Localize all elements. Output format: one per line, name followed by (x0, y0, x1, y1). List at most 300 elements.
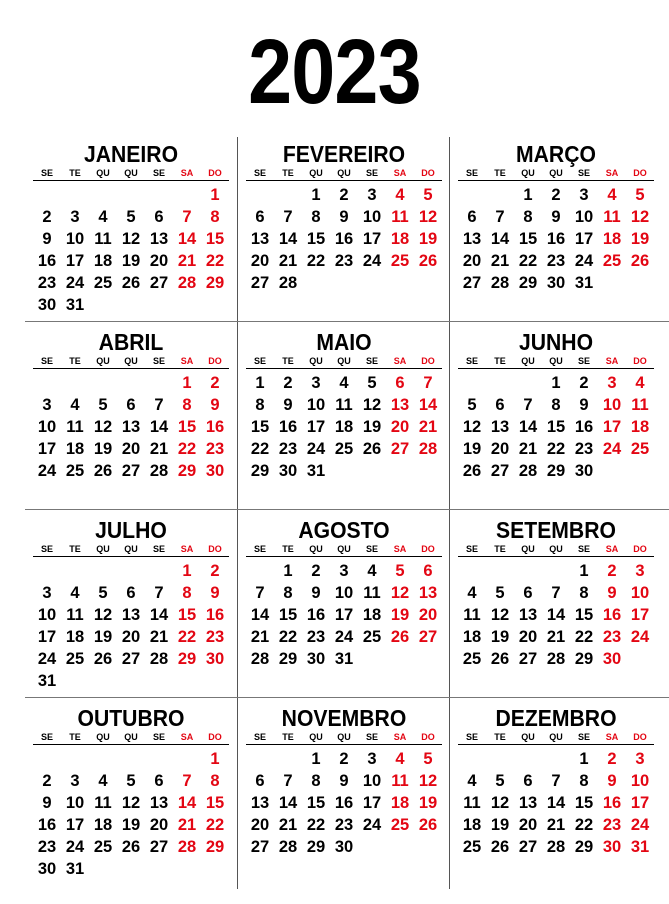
day-number: 15 (205, 794, 225, 812)
day-number: 30 (205, 462, 225, 480)
month-name: JULHO (95, 517, 167, 543)
empty-cell (246, 184, 274, 206)
empty-cell (542, 560, 570, 582)
day-number: 9 (210, 584, 220, 602)
day-number: 9 (339, 772, 349, 790)
day-number: 1 (311, 750, 321, 768)
weekday-header (33, 731, 229, 745)
weekday-label: SE (365, 732, 378, 742)
day-number: 13 (121, 606, 141, 624)
day-number: 13 (390, 396, 410, 414)
day-number: 2 (283, 374, 293, 392)
day-number: 13 (518, 794, 538, 812)
day-number: 3 (367, 186, 377, 204)
weekday-header (33, 167, 229, 181)
day-number: 11 (66, 418, 84, 436)
day-number: 16 (334, 230, 354, 248)
day-number: 10 (65, 230, 85, 248)
day-number: 14 (490, 230, 510, 248)
day-number: 29 (546, 462, 566, 480)
empty-cell (61, 372, 89, 394)
weekday-header (33, 543, 229, 557)
month-agosto (238, 513, 450, 701)
day-number: 29 (177, 462, 197, 480)
day-number: 26 (490, 650, 510, 668)
day-number: 27 (149, 838, 169, 856)
day-number: 14 (546, 794, 566, 812)
empty-cell (117, 560, 145, 582)
day-number: 14 (250, 606, 270, 624)
weekday-label: QU (337, 356, 351, 366)
day-grid (246, 184, 442, 294)
day-number: 23 (602, 816, 622, 834)
empty-cell (274, 184, 302, 206)
day-number: 10 (334, 584, 354, 602)
day-number: 20 (390, 418, 410, 436)
day-number: 4 (98, 208, 108, 226)
empty-cell (514, 372, 542, 394)
weekday-label: SE (253, 544, 266, 554)
day-number: 28 (278, 274, 298, 292)
day-number: 10 (574, 208, 594, 226)
weekday-label: SE (152, 732, 165, 742)
weekday-label: SA (605, 168, 619, 178)
day-number: 28 (490, 274, 510, 292)
empty-cell (89, 560, 117, 582)
day-number: 25 (390, 816, 410, 834)
day-number: 11 (66, 606, 84, 624)
weekday-label: QU (549, 732, 563, 742)
day-number: 19 (121, 816, 141, 834)
day-grid (458, 748, 654, 858)
day-number: 28 (518, 462, 538, 480)
day-number: 23 (602, 628, 622, 646)
day-number: 17 (65, 252, 85, 270)
day-number: 18 (334, 418, 354, 436)
day-number: 7 (154, 584, 164, 602)
month-setembro (450, 513, 662, 701)
day-number: 21 (418, 418, 438, 436)
day-number: 7 (423, 374, 433, 392)
weekday-label: QU (521, 544, 535, 554)
day-number: 3 (311, 374, 321, 392)
day-number: 24 (630, 816, 650, 834)
day-number: 1 (182, 562, 192, 580)
day-number: 31 (306, 462, 326, 480)
day-number: 10 (37, 606, 57, 624)
weekday-label: SE (253, 168, 266, 178)
day-number: 14 (518, 418, 538, 436)
weekday-label: SE (577, 356, 590, 366)
day-number: 18 (390, 230, 410, 248)
day-number: 7 (154, 396, 164, 414)
day-number: 18 (65, 440, 85, 458)
empty-cell (89, 184, 117, 206)
weekday-label: DO (208, 732, 222, 742)
day-number: 11 (603, 208, 621, 226)
empty-cell (145, 560, 173, 582)
day-number: 4 (607, 186, 617, 204)
day-number: 11 (391, 208, 409, 226)
weekday-label: SE (465, 356, 478, 366)
day-number: 22 (250, 440, 270, 458)
empty-cell (274, 748, 302, 770)
day-number: 21 (278, 816, 298, 834)
empty-cell (33, 748, 61, 770)
month-name: OUTUBRO (77, 705, 185, 731)
day-number: 3 (339, 562, 349, 580)
day-number: 31 (630, 838, 650, 856)
day-number: 1 (523, 186, 533, 204)
day-number: 2 (607, 750, 617, 768)
day-number: 2 (210, 562, 220, 580)
day-number: 10 (37, 418, 57, 436)
day-number: 22 (177, 628, 197, 646)
month-name: SETEMBRO (496, 517, 616, 543)
day-number: 19 (490, 628, 510, 646)
weekday-label: TE (494, 356, 506, 366)
day-number: 17 (306, 418, 326, 436)
day-number: 23 (278, 440, 298, 458)
weekday-label: QU (96, 168, 110, 178)
day-number: 26 (418, 816, 438, 834)
day-number: 5 (395, 562, 405, 580)
weekday-label: SE (152, 356, 165, 366)
day-number: 29 (205, 838, 225, 856)
day-number: 14 (149, 606, 169, 624)
day-number: 16 (205, 606, 225, 624)
day-number: 25 (93, 274, 113, 292)
day-grid (458, 184, 654, 294)
day-number: 4 (70, 584, 80, 602)
day-number: 6 (255, 772, 265, 790)
day-number: 1 (182, 374, 192, 392)
day-number: 25 (93, 838, 113, 856)
empty-cell (61, 184, 89, 206)
empty-cell (145, 184, 173, 206)
day-number: 16 (37, 816, 57, 834)
day-number: 29 (177, 650, 197, 668)
weekday-label: SA (393, 356, 407, 366)
day-number: 1 (579, 750, 589, 768)
day-number: 8 (523, 208, 533, 226)
weekday-label: QU (337, 544, 351, 554)
day-number: 28 (546, 650, 566, 668)
day-number: 23 (546, 252, 566, 270)
day-number: 16 (278, 418, 298, 436)
day-number: 19 (121, 252, 141, 270)
day-number: 15 (574, 606, 594, 624)
day-number: 31 (574, 274, 594, 292)
weekday-label: DO (633, 168, 647, 178)
day-number: 4 (635, 374, 645, 392)
day-number: 13 (149, 230, 169, 248)
day-number: 10 (630, 772, 650, 790)
empty-cell (117, 372, 145, 394)
day-number: 8 (182, 396, 192, 414)
day-number: 12 (93, 606, 113, 624)
day-number: 30 (306, 650, 326, 668)
day-number: 3 (42, 584, 52, 602)
day-number: 11 (335, 396, 353, 414)
day-number: 28 (177, 274, 197, 292)
day-number: 29 (518, 274, 538, 292)
weekday-label: SA (180, 168, 194, 178)
weekday-label: TE (282, 544, 294, 554)
day-number: 14 (177, 794, 197, 812)
day-number: 7 (283, 772, 293, 790)
day-number: 11 (631, 396, 649, 414)
weekday-label: SE (465, 732, 478, 742)
day-number: 24 (65, 274, 85, 292)
day-number: 23 (334, 816, 354, 834)
day-number: 24 (306, 440, 326, 458)
month-name: MARÇO (516, 141, 596, 167)
day-number: 14 (149, 418, 169, 436)
day-number: 30 (37, 296, 57, 314)
day-number: 26 (121, 274, 141, 292)
day-number: 17 (602, 418, 622, 436)
day-number: 27 (390, 440, 410, 458)
month-name: JUNHO (518, 329, 594, 355)
weekday-label: TE (282, 732, 294, 742)
weekday-label: QU (521, 168, 535, 178)
weekday-label: SA (180, 732, 194, 742)
day-number: 24 (362, 252, 382, 270)
day-number: 4 (467, 772, 477, 790)
day-number: 4 (395, 186, 405, 204)
day-number: 12 (390, 584, 410, 602)
day-number: 30 (602, 650, 622, 668)
day-number: 17 (630, 606, 650, 624)
day-number: 27 (121, 462, 141, 480)
weekday-label: SE (40, 732, 53, 742)
weekday-label: SE (152, 544, 165, 554)
day-number: 12 (418, 772, 438, 790)
day-number: 13 (250, 230, 270, 248)
day-number: 5 (467, 396, 477, 414)
empty-cell (486, 184, 514, 206)
day-number: 18 (93, 816, 113, 834)
empty-cell (458, 372, 486, 394)
day-number: 27 (490, 462, 510, 480)
day-number: 5 (98, 396, 108, 414)
day-number: 17 (37, 440, 57, 458)
day-number: 18 (462, 816, 482, 834)
day-number: 16 (574, 418, 594, 436)
day-number: 14 (278, 794, 298, 812)
day-number: 11 (94, 794, 112, 812)
day-number: 27 (518, 650, 538, 668)
weekday-label: DO (633, 732, 647, 742)
weekday-label: QU (309, 732, 323, 742)
day-number: 13 (518, 606, 538, 624)
day-number: 10 (602, 396, 622, 414)
day-number: 26 (93, 462, 113, 480)
day-number: 1 (579, 562, 589, 580)
day-number: 29 (574, 838, 594, 856)
day-number: 6 (126, 396, 136, 414)
day-number: 19 (462, 440, 482, 458)
empty-cell (514, 748, 542, 770)
weekday-label: QU (337, 168, 351, 178)
month-novembro (238, 701, 450, 889)
weekday-label: SE (40, 168, 53, 178)
day-number: 9 (42, 794, 52, 812)
day-number: 6 (395, 374, 405, 392)
day-grid (246, 560, 442, 670)
day-number: 1 (551, 374, 561, 392)
day-number: 30 (574, 462, 594, 480)
day-number: 15 (546, 418, 566, 436)
day-number: 6 (467, 208, 477, 226)
day-number: 8 (579, 772, 589, 790)
day-number: 5 (423, 750, 433, 768)
empty-cell (89, 372, 117, 394)
weekday-label: SE (40, 544, 53, 554)
day-number: 19 (630, 230, 650, 248)
day-number: 11 (391, 772, 409, 790)
day-number: 14 (418, 396, 438, 414)
day-number: 6 (154, 772, 164, 790)
empty-cell (458, 560, 486, 582)
day-number: 1 (210, 186, 220, 204)
empty-cell (246, 748, 274, 770)
day-number: 29 (574, 650, 594, 668)
day-number: 1 (283, 562, 293, 580)
day-number: 19 (390, 606, 410, 624)
empty-cell (486, 748, 514, 770)
day-number: 2 (42, 208, 52, 226)
day-number: 8 (283, 584, 293, 602)
month-abril (25, 325, 237, 513)
day-number: 25 (65, 462, 85, 480)
day-number: 13 (121, 418, 141, 436)
day-number: 5 (495, 584, 505, 602)
day-number: 10 (362, 772, 382, 790)
day-number: 27 (149, 274, 169, 292)
day-number: 23 (306, 628, 326, 646)
day-number: 9 (210, 396, 220, 414)
day-number: 5 (98, 584, 108, 602)
day-number: 3 (635, 562, 645, 580)
day-number: 11 (463, 794, 481, 812)
weekday-header (246, 355, 442, 369)
day-number: 20 (121, 628, 141, 646)
day-grid (246, 748, 442, 858)
weekday-label: SA (393, 544, 407, 554)
day-number: 18 (602, 230, 622, 248)
day-number: 16 (37, 252, 57, 270)
day-number: 4 (367, 562, 377, 580)
weekday-label: SA (393, 732, 407, 742)
day-number: 17 (362, 794, 382, 812)
day-number: 8 (255, 396, 265, 414)
day-number: 3 (579, 186, 589, 204)
day-number: 21 (177, 252, 197, 270)
day-number: 3 (42, 396, 52, 414)
weekday-label: SE (365, 168, 378, 178)
weekday-label: SA (180, 544, 194, 554)
weekday-header (33, 355, 229, 369)
weekday-label: SE (365, 544, 378, 554)
weekday-label: QU (549, 356, 563, 366)
day-number: 5 (367, 374, 377, 392)
day-number: 26 (462, 462, 482, 480)
day-number: 15 (250, 418, 270, 436)
day-number: 17 (574, 230, 594, 248)
day-number: 19 (93, 440, 113, 458)
day-number: 4 (395, 750, 405, 768)
day-number: 7 (283, 208, 293, 226)
empty-cell (33, 372, 61, 394)
weekday-label: DO (633, 544, 647, 554)
day-number: 17 (37, 628, 57, 646)
day-number: 28 (278, 838, 298, 856)
day-number: 16 (602, 794, 622, 812)
day-number: 20 (250, 252, 270, 270)
day-number: 13 (462, 230, 482, 248)
calendar-grid (25, 137, 669, 889)
day-number: 21 (250, 628, 270, 646)
day-number: 17 (334, 606, 354, 624)
day-number: 4 (467, 584, 477, 602)
day-number: 4 (339, 374, 349, 392)
day-number: 25 (602, 252, 622, 270)
day-number: 22 (518, 252, 538, 270)
day-number: 4 (98, 772, 108, 790)
weekday-label: DO (421, 732, 435, 742)
day-number: 28 (149, 650, 169, 668)
weekday-label: SE (253, 356, 266, 366)
day-number: 31 (37, 672, 57, 690)
day-number: 23 (334, 252, 354, 270)
day-number: 6 (423, 562, 433, 580)
day-number: 7 (523, 396, 533, 414)
day-number: 17 (362, 230, 382, 248)
day-number: 28 (177, 838, 197, 856)
weekday-label: SE (152, 168, 165, 178)
day-number: 2 (210, 374, 220, 392)
day-grid (33, 372, 229, 482)
day-number: 13 (418, 584, 438, 602)
month-julho (25, 513, 237, 701)
empty-cell (117, 184, 145, 206)
day-number: 19 (93, 628, 113, 646)
weekday-label: QU (96, 544, 110, 554)
day-number: 11 (463, 606, 481, 624)
weekday-label: SE (577, 732, 590, 742)
day-number: 7 (182, 772, 192, 790)
day-number: 25 (362, 628, 382, 646)
day-number: 11 (363, 584, 381, 602)
weekday-label: QU (549, 544, 563, 554)
day-number: 28 (546, 838, 566, 856)
day-number: 10 (306, 396, 326, 414)
day-number: 19 (418, 794, 438, 812)
day-number: 28 (250, 650, 270, 668)
month-name: MAIO (316, 329, 372, 355)
empty-cell (486, 560, 514, 582)
day-number: 15 (177, 418, 197, 436)
day-number: 14 (177, 230, 197, 248)
day-number: 29 (306, 838, 326, 856)
weekday-label: DO (208, 356, 222, 366)
month-janeiro (25, 137, 237, 325)
day-grid (458, 560, 654, 670)
month-março (450, 137, 662, 325)
weekday-label: SE (577, 544, 590, 554)
